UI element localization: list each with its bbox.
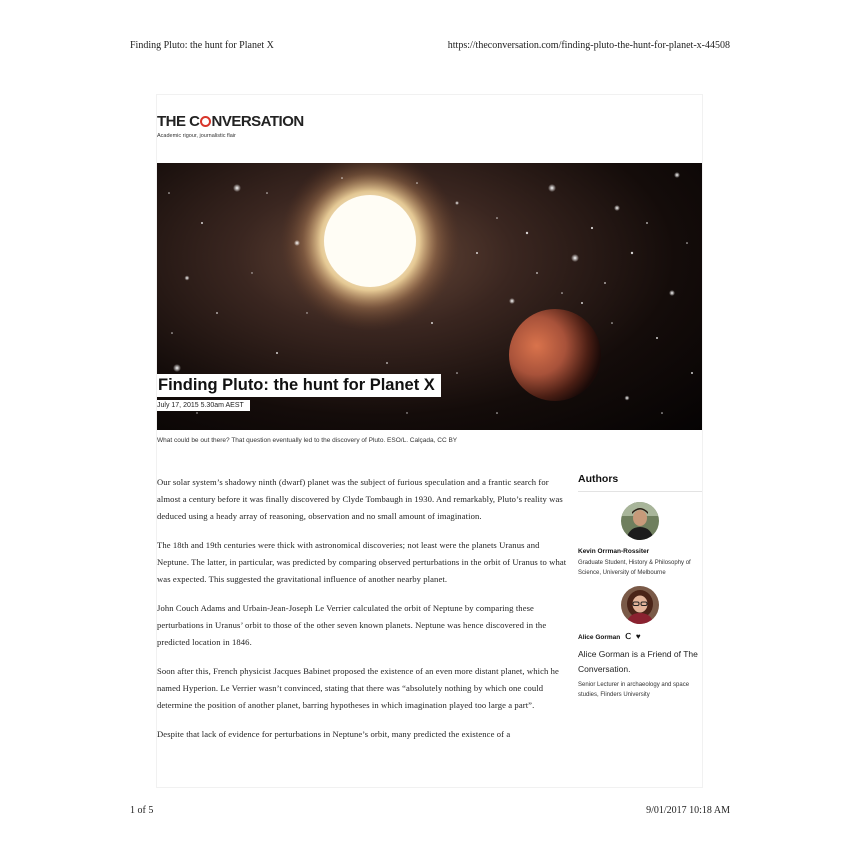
print-footer-page: 1 of 5 bbox=[130, 805, 154, 816]
author-card[interactable] bbox=[578, 502, 702, 578]
authors-sidebar bbox=[578, 473, 702, 700]
article-date: July 17, 2015 5.30am AEST bbox=[157, 400, 250, 411]
avatar[interactable] bbox=[621, 586, 659, 624]
print-footer-datetime: 9/01/2017 10:18 AM bbox=[646, 805, 730, 816]
heart-icon: ♥ bbox=[635, 632, 641, 641]
image-caption: What could be out there? That question eventually led to the discovery of Pluto. ESO/L. Calçada, CC BY bbox=[157, 437, 458, 444]
site-logo[interactable] bbox=[157, 113, 304, 130]
logo-text-end: NVERSATION bbox=[211, 113, 304, 130]
author-role: Senior Lecturer in archaeology and space studies, Flinders University bbox=[578, 682, 690, 698]
author-photo-icon bbox=[621, 502, 659, 540]
friend-note: Alice Gorman is a Friend of The Conversation. bbox=[578, 649, 698, 674]
article-paragraph: The 18th and 19th centuries were thick with astronomical discoveries; not least were the planets Uranus and Neptune. The latter, in particular, was predicted by comparing observed perturbations in the orbit of Uranus to what was expected. This suggested the gravitational influence of another nearby planet. bbox=[157, 540, 567, 584]
author-card[interactable] bbox=[578, 586, 702, 700]
logo-ring-icon bbox=[200, 116, 211, 127]
author-name[interactable]: Kevin Orrman-Rossiter bbox=[578, 548, 650, 555]
print-header-title: Finding Pluto: the hunt for Planet X bbox=[130, 40, 274, 51]
article-paragraph: Despite that lack of evidence for perturbations in Neptune’s orbit, many predicted the existence of a bbox=[157, 729, 511, 739]
article-title: Finding Pluto: the hunt for Planet X bbox=[157, 374, 441, 397]
article-body bbox=[157, 474, 567, 755]
avatar[interactable] bbox=[621, 502, 659, 540]
article-paragraph: Our solar system’s shadowy ninth (dwarf) planet was the subject of furious speculation and a frantic search for almost a century before it was finally discovered by Clyde Tombaugh in 1930. And remarkably, Pluto’s reality was deduced using a heady array of reasoning, observation and no small amount of imagination. bbox=[157, 477, 563, 521]
friend-logo-icon: 𝖢 bbox=[625, 632, 631, 641]
article-paragraph: Soon after this, French physicist Jacques Babinet proposed the existence of an even more distant planet, which he named Hyperion. Le Verrier wasn’t convinced, stating that there was “absolutely nothing by which one could determine the position of another planet, barring hypotheses in which imagination played too large a part”. bbox=[157, 666, 559, 710]
author-photo-icon bbox=[621, 586, 659, 624]
logo-text-start: THE C bbox=[157, 113, 200, 130]
author-name[interactable]: Alice Gorman bbox=[578, 634, 621, 641]
author-role: Graduate Student, History & Philosophy of Science, University of Melbourne bbox=[578, 560, 691, 576]
article-paragraph: John Couch Adams and Urbain-Jean-Joseph Le Verrier calculated the orbit of Neptune by comparing these perturbations in Uranus’ orbit to those of the other seven known planets. Neptune was hence discovered in the predicted location in 1846. bbox=[157, 603, 547, 647]
hero-image bbox=[157, 163, 702, 430]
author-name-row bbox=[578, 632, 702, 641]
authors-heading: Authors bbox=[578, 473, 702, 492]
site-tagline: Academic rigour, journalistic flair bbox=[157, 133, 236, 139]
print-header-url[interactable]: https://theconversation.com/finding-pluto-the-hunt-for-planet-x-44508 bbox=[447, 40, 730, 51]
article-page bbox=[157, 95, 702, 787]
